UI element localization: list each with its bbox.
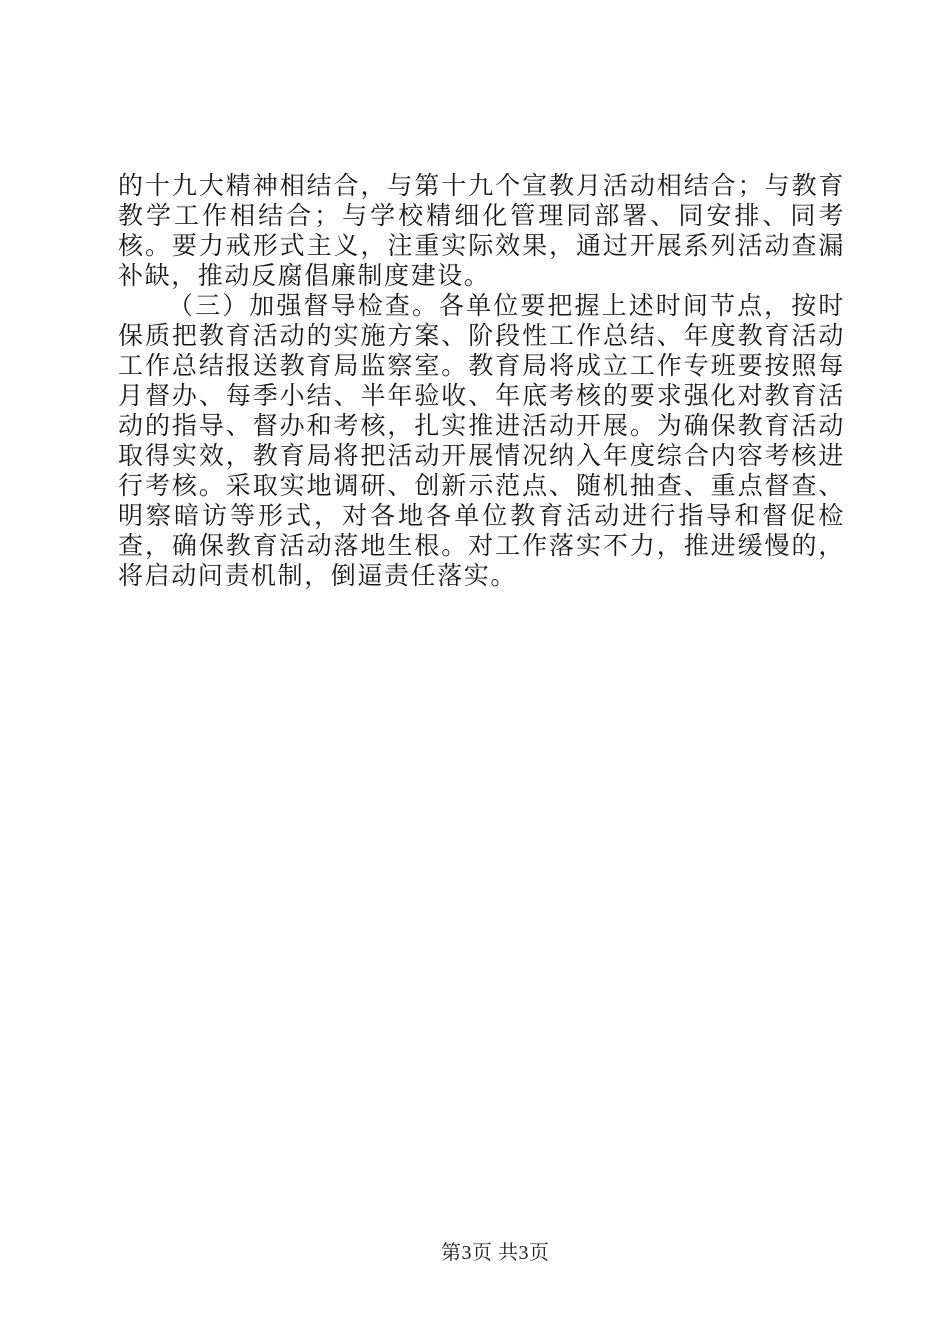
page-number-indicator: 第3页 共3页 xyxy=(441,1242,550,1264)
page-footer xyxy=(441,1241,550,1265)
paragraph-section-3: （三）加强督导检查。各单位要把握上述时间节点，按时保质把教育活动的实施方案、阶段性工作总结、年度教育活动工作总结报送教育局监察室。教育局将成立工作专班要按照每月督办、每季小结、半年验收、年底考核的要求强化对教育活动的指导、督办和考核，扎实推进活动开展。为确保教育活动取得实效，教育局将把活动开展情况纳入年度综合内容考核进行考核。采取实地调研、创新示范点、随机抽查、重点督查、明察暗访等形式，对各地各单位教育活动进行指导和督促检查，确保教育活动落地生根。对工作落实不力，推进缓慢的，将启动问责机制，倒逼责任落实。 xyxy=(118,293,845,590)
paragraph-continued: 的十九大精神相结合，与第十九个宣教月活动相结合；与教育教学工作相结合；与学校精细化管理同部署、同安排、同考核。要力戒形式主义，注重实际效果，通过开展系列活动查漏补缺，推动反腐倡廉制度建设。 xyxy=(118,173,845,290)
document-body xyxy=(118,172,845,592)
